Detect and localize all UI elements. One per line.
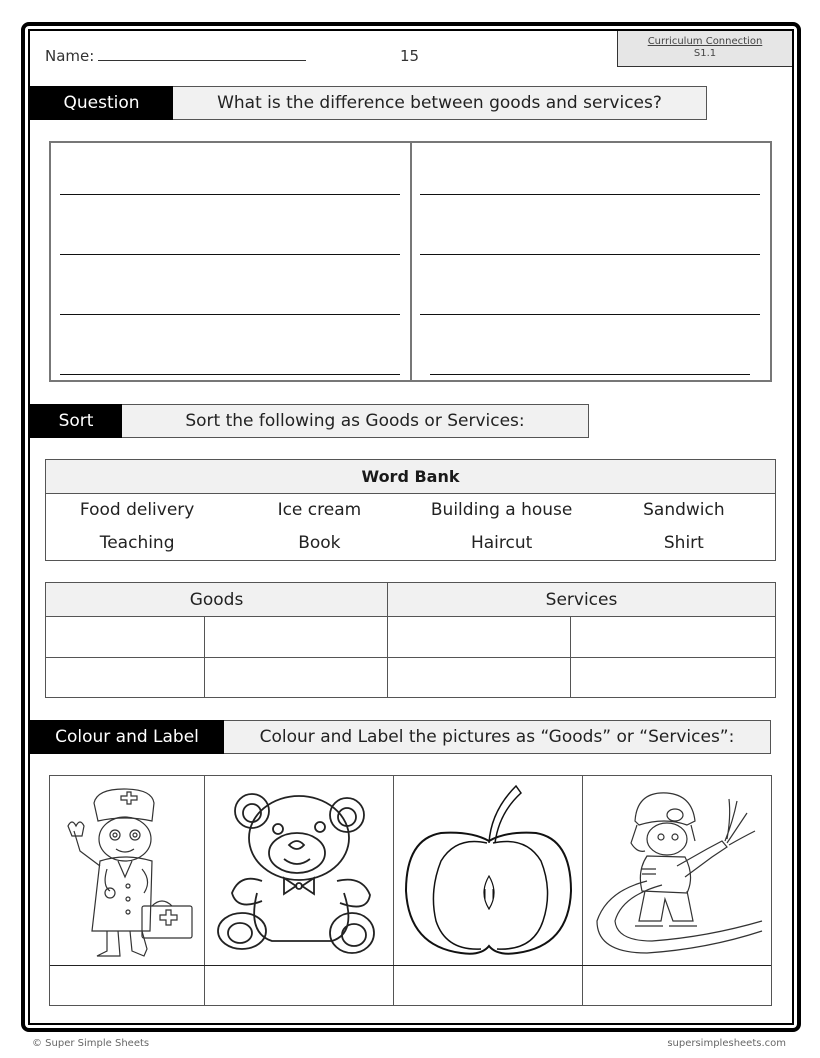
word-bank-item: Building a house xyxy=(430,500,573,520)
question-bar xyxy=(30,86,707,120)
name-line[interactable] xyxy=(98,47,306,61)
goods-services-header xyxy=(46,583,775,617)
sort-text: Sort the following as Goods or Services: xyxy=(122,404,589,438)
page-number: 15 xyxy=(400,47,420,65)
label-cell-teddy-bear[interactable] xyxy=(205,966,394,1005)
sort-label: Sort xyxy=(30,404,122,438)
answer-line[interactable] xyxy=(430,374,750,375)
answer-line[interactable] xyxy=(60,194,400,195)
teddy-bear-icon xyxy=(212,783,387,958)
word-bank-item: Teaching xyxy=(99,533,175,553)
label-cell-firefighter[interactable] xyxy=(583,966,771,1005)
answer-line[interactable] xyxy=(420,194,760,195)
colour-label-bar xyxy=(30,720,771,754)
services-cell[interactable] xyxy=(388,617,571,657)
word-bank-item: Ice cream xyxy=(277,500,362,520)
colour-label-label: Colour and Label xyxy=(30,720,224,754)
curriculum-connection-box xyxy=(617,31,792,67)
picture-cell-teddy-bear[interactable] xyxy=(205,776,394,965)
curriculum-code: S1.1 xyxy=(693,48,717,59)
picture-row xyxy=(50,776,771,966)
goods-cell[interactable] xyxy=(205,617,388,657)
goods-cell[interactable] xyxy=(46,617,205,657)
services-cell[interactable] xyxy=(571,658,775,697)
goods-cell[interactable] xyxy=(46,658,205,697)
answer-box-divider xyxy=(410,143,412,380)
doctor-icon xyxy=(52,781,202,961)
services-cell[interactable] xyxy=(388,658,571,697)
curriculum-title: Curriculum Connection xyxy=(647,36,763,47)
word-bank-item: Sandwich xyxy=(643,500,725,520)
word-bank-grid xyxy=(46,494,775,560)
firefighter-icon xyxy=(587,781,767,961)
name-label: Name: xyxy=(45,47,95,65)
question-label: Question xyxy=(30,86,173,120)
footer-website[interactable]: supersimplesheets.com xyxy=(667,1038,786,1049)
services-cell[interactable] xyxy=(571,617,775,657)
word-bank-item: Food delivery xyxy=(79,500,195,520)
word-bank xyxy=(45,459,776,561)
label-cell-apple[interactable] xyxy=(394,966,583,1005)
label-cell-doctor[interactable] xyxy=(50,966,205,1005)
colour-label-text: Colour and Label the pictures as “Goods” or “Services”: xyxy=(224,720,771,754)
answer-line[interactable] xyxy=(60,314,400,315)
word-bank-item: Shirt xyxy=(663,533,704,553)
answer-box[interactable] xyxy=(49,141,772,382)
footer-copyright: © Super Simple Sheets xyxy=(32,1038,150,1049)
question-text: What is the difference between goods and services? xyxy=(173,86,707,120)
goods-services-table xyxy=(45,582,776,698)
apple-icon xyxy=(401,781,576,961)
goods-cell[interactable] xyxy=(205,658,388,697)
goods-header: Goods xyxy=(46,583,388,616)
word-bank-item: Book xyxy=(298,533,341,553)
table-row xyxy=(46,657,775,697)
answer-line[interactable] xyxy=(420,254,760,255)
services-header: Services xyxy=(545,589,618,610)
answer-line[interactable] xyxy=(420,314,760,315)
answer-line[interactable] xyxy=(60,374,400,375)
word-bank-item: Haircut xyxy=(470,533,533,553)
sort-bar xyxy=(30,404,589,438)
label-row xyxy=(50,966,771,1005)
answer-line[interactable] xyxy=(60,254,400,255)
picture-cell-doctor[interactable] xyxy=(50,776,205,965)
name-field[interactable] xyxy=(45,47,306,65)
word-bank-title: Word Bank xyxy=(46,460,775,494)
picture-cell-firefighter[interactable] xyxy=(583,776,771,965)
picture-grid xyxy=(49,775,772,1006)
picture-cell-apple[interactable] xyxy=(394,776,583,965)
table-row xyxy=(46,617,775,657)
